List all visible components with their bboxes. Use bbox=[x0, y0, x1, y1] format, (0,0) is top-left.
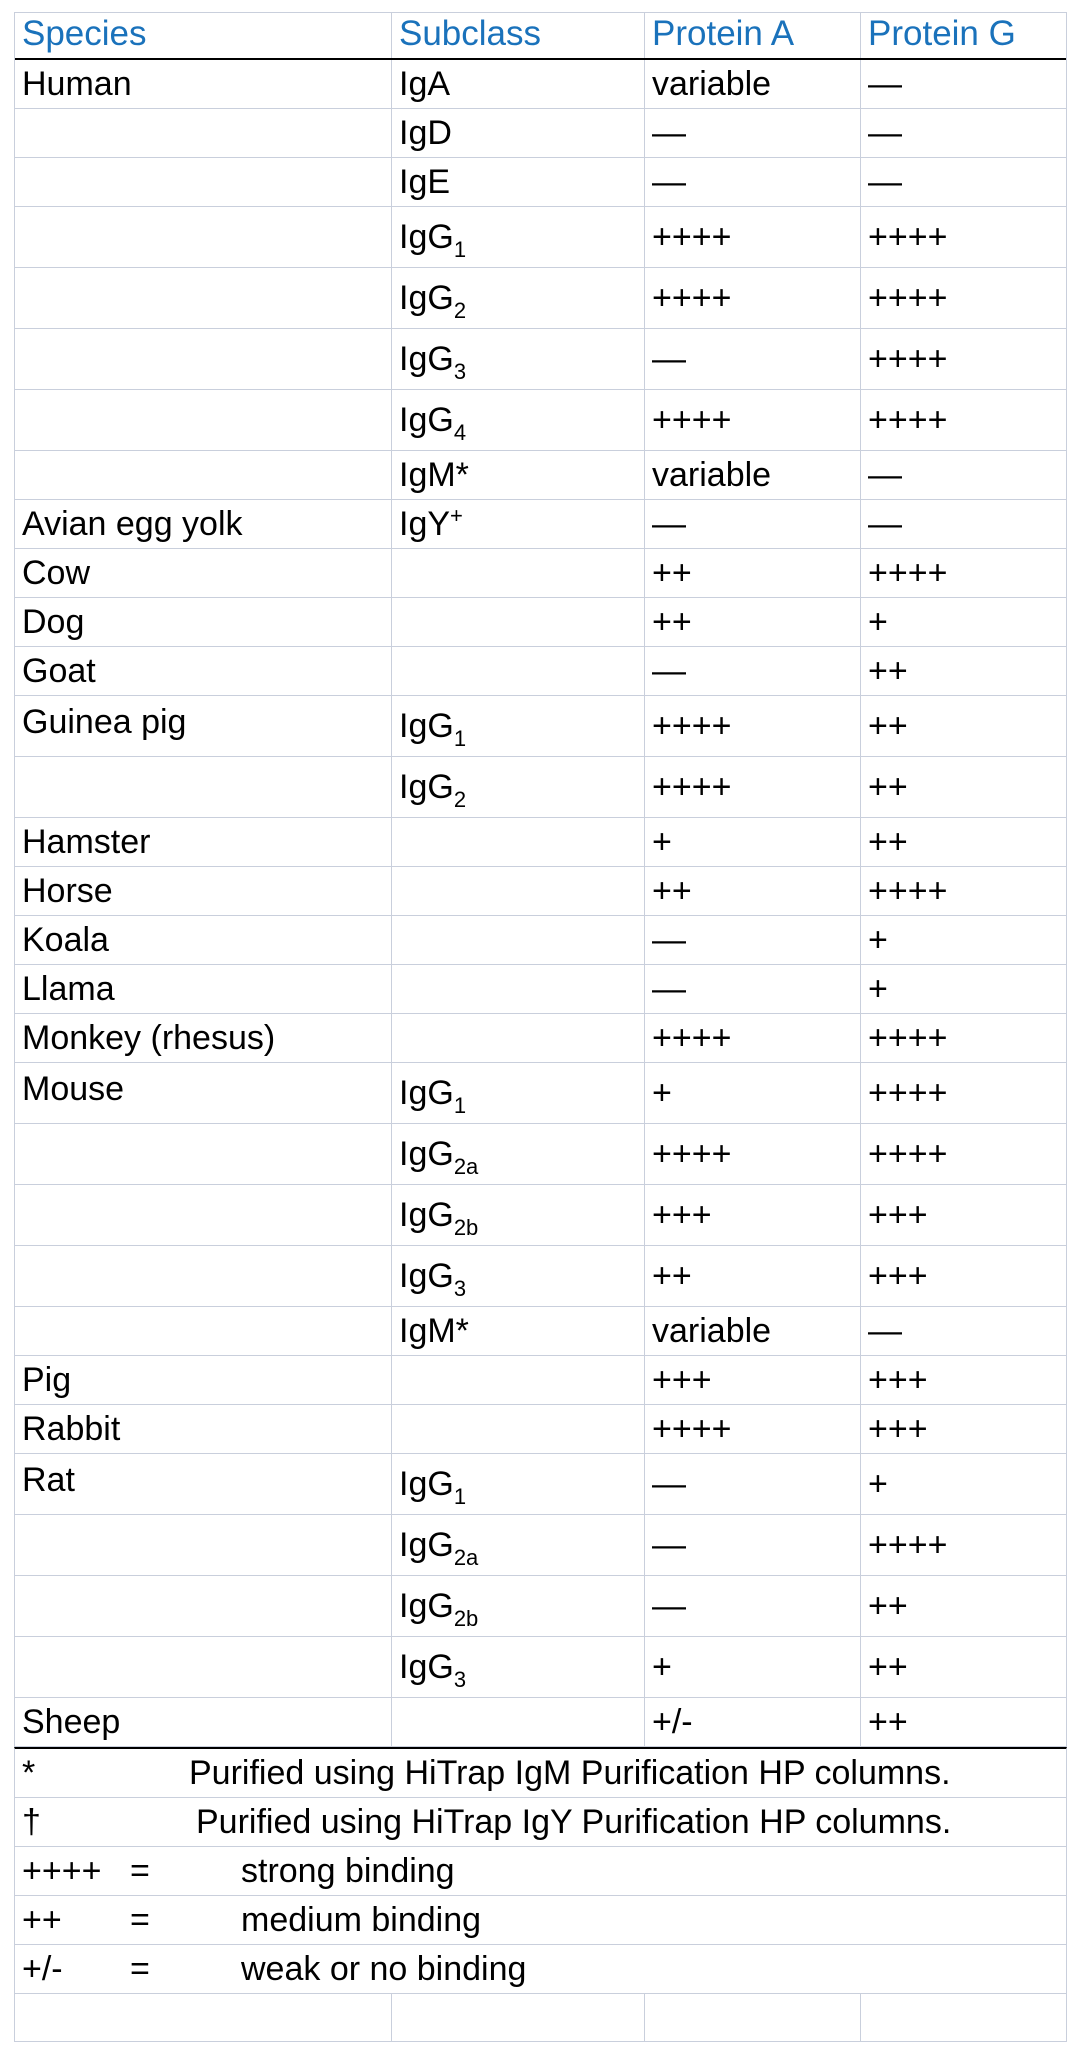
empty-row[interactable] bbox=[15, 1994, 1066, 2042]
subclass-subscript: 1 bbox=[453, 1093, 467, 1118]
cell-species[interactable]: Human bbox=[15, 60, 392, 108]
subclass-name: IgG bbox=[399, 1648, 454, 1686]
cell-subclass[interactable] bbox=[392, 60, 645, 108]
cell-protein-a[interactable]: variable bbox=[645, 1307, 861, 1355]
cell-species[interactable] bbox=[15, 1185, 392, 1245]
table-row bbox=[15, 1405, 1066, 1454]
cell-protein-a[interactable]: + bbox=[645, 1637, 861, 1697]
table-row bbox=[15, 549, 1066, 598]
subclass-name: IgG bbox=[399, 1196, 454, 1234]
cell-species[interactable]: Sheep bbox=[15, 1698, 392, 1746]
cell-protein-g[interactable]: ++++ bbox=[868, 554, 948, 592]
legend-row[interactable] bbox=[15, 1945, 1066, 1994]
table-row bbox=[15, 329, 1066, 390]
cell-protein-a[interactable]: — bbox=[645, 1454, 861, 1514]
cell-subclass[interactable] bbox=[392, 390, 645, 450]
legend-meaning: medium binding bbox=[241, 1901, 482, 1939]
table-row bbox=[15, 1185, 1066, 1246]
footnote-row[interactable] bbox=[15, 1749, 1066, 1798]
subclass-subscript: 1 bbox=[453, 726, 467, 751]
footnote-mark: * bbox=[22, 1754, 36, 1792]
table-row bbox=[15, 867, 1066, 916]
cell-protein-a[interactable]: — bbox=[645, 916, 861, 964]
cell-subclass[interactable] bbox=[392, 1454, 645, 1514]
subclass-name: IgE bbox=[399, 163, 451, 201]
cell-species[interactable]: Monkey (rhesus) bbox=[15, 1014, 392, 1062]
header-species[interactable]: Species bbox=[15, 13, 392, 58]
cell-subclass[interactable] bbox=[392, 1246, 645, 1306]
cell-protein-g[interactable]: — bbox=[868, 1312, 902, 1350]
cell-protein-g[interactable]: ++ bbox=[868, 823, 908, 861]
cell-protein-g[interactable]: ++++ bbox=[868, 1526, 948, 1564]
legend-row[interactable] bbox=[15, 1847, 1066, 1896]
cell-subclass[interactable] bbox=[392, 965, 645, 1013]
cell-protein-a[interactable]: + bbox=[645, 818, 861, 866]
subclass-subscript: 2 bbox=[453, 787, 467, 812]
cell-species[interactable]: Goat bbox=[15, 647, 392, 695]
footnote-text: Purified using HiTrap IgY Purification HP columns. bbox=[196, 1803, 952, 1841]
cell-protein-g[interactable]: — bbox=[868, 456, 902, 494]
cell-protein-a[interactable]: ++++ bbox=[645, 207, 861, 267]
cell-protein-g[interactable]: +++ bbox=[868, 1361, 928, 1399]
cell-subclass[interactable] bbox=[392, 549, 645, 597]
cell-species[interactable] bbox=[15, 757, 392, 817]
cell-species[interactable]: Pig bbox=[15, 1356, 392, 1404]
subclass-subscript: 2b bbox=[453, 1215, 479, 1240]
cell-protein-g[interactable]: ++++ bbox=[868, 401, 948, 439]
cell-protein-a[interactable]: ++++ bbox=[645, 268, 861, 328]
cell-species[interactable] bbox=[15, 1307, 392, 1355]
cell-species[interactable]: Rat bbox=[15, 1454, 392, 1514]
cell-subclass[interactable] bbox=[392, 1405, 645, 1453]
table-row bbox=[15, 207, 1066, 268]
table-row bbox=[15, 1515, 1066, 1576]
footnote-text: Purified using HiTrap IgM Purification HP columns. bbox=[189, 1754, 951, 1792]
header-protein-g[interactable]: Protein G bbox=[868, 14, 1016, 53]
cell-subclass[interactable] bbox=[392, 109, 645, 157]
subclass-subscript: 3 bbox=[453, 1276, 467, 1301]
spreadsheet bbox=[14, 12, 1067, 2042]
cell-protein-a[interactable]: ++ bbox=[645, 867, 861, 915]
subclass-name: IgD bbox=[399, 114, 452, 152]
cell-subclass[interactable] bbox=[392, 757, 645, 817]
cell-protein-a[interactable]: — bbox=[645, 500, 861, 548]
cell-species[interactable]: Avian egg yolk bbox=[15, 500, 392, 548]
cell-subclass[interactable] bbox=[392, 207, 645, 267]
cell-species[interactable] bbox=[15, 329, 392, 389]
cell-subclass[interactable] bbox=[392, 329, 645, 389]
cell-protein-a[interactable]: — bbox=[645, 965, 861, 1013]
cell-protein-g[interactable]: + bbox=[868, 1465, 888, 1503]
table-row bbox=[15, 60, 1066, 109]
cell-subclass[interactable] bbox=[392, 647, 645, 695]
cell-species[interactable] bbox=[15, 1515, 392, 1575]
legend-equals: = bbox=[130, 1901, 150, 1939]
cell-protein-a[interactable]: + bbox=[645, 1063, 861, 1123]
cell-subclass[interactable] bbox=[392, 1124, 645, 1184]
subclass-name: IgG bbox=[399, 1074, 454, 1112]
cell-subclass[interactable] bbox=[392, 1637, 645, 1697]
subclass-name: IgG bbox=[399, 279, 454, 317]
empty-cell[interactable] bbox=[15, 1994, 392, 2041]
cell-species[interactable] bbox=[15, 1637, 392, 1697]
table-row bbox=[15, 1637, 1066, 1698]
cell-protein-g[interactable]: ++ bbox=[868, 1648, 908, 1686]
subclass-name: IgM* bbox=[399, 1312, 469, 1350]
cell-protein-g[interactable]: +++ bbox=[868, 1410, 928, 1448]
cell-protein-g[interactable]: + bbox=[868, 603, 888, 641]
footnote-mark: † bbox=[22, 1803, 41, 1841]
cell-protein-a[interactable]: ++ bbox=[645, 598, 861, 646]
cell-subclass[interactable] bbox=[392, 500, 645, 548]
cell-protein-g[interactable]: +++ bbox=[868, 1257, 928, 1295]
cell-protein-a[interactable]: — bbox=[645, 109, 861, 157]
notes-section bbox=[14, 1747, 1067, 2042]
cell-protein-g[interactable]: ++++ bbox=[868, 1074, 948, 1112]
cell-species[interactable] bbox=[15, 451, 392, 499]
binding-table bbox=[14, 12, 1067, 1747]
cell-protein-g[interactable]: ++++ bbox=[868, 1019, 948, 1057]
cell-subclass[interactable] bbox=[392, 1307, 645, 1355]
subclass-name: IgG bbox=[399, 340, 454, 378]
legend-meaning: strong binding bbox=[241, 1852, 455, 1890]
cell-protein-a[interactable]: ++ bbox=[645, 549, 861, 597]
table-row bbox=[15, 500, 1066, 549]
subclass-name: IgG bbox=[399, 401, 454, 439]
legend-symbol: ++ bbox=[22, 1901, 62, 1939]
cell-species[interactable]: Koala bbox=[15, 916, 392, 964]
header-row bbox=[15, 12, 1066, 60]
table-row bbox=[15, 451, 1066, 500]
cell-subclass[interactable] bbox=[392, 818, 645, 866]
cell-species[interactable]: Horse bbox=[15, 867, 392, 915]
cell-species[interactable] bbox=[15, 158, 392, 206]
subclass-subscript: 2a bbox=[453, 1545, 479, 1570]
cell-species[interactable]: Guinea pig bbox=[15, 696, 392, 756]
cell-species[interactable]: Rabbit bbox=[15, 1405, 392, 1453]
cell-subclass[interactable] bbox=[392, 158, 645, 206]
cell-protein-a[interactable]: variable bbox=[645, 60, 861, 108]
table-row bbox=[15, 1014, 1066, 1063]
table-row bbox=[15, 268, 1066, 329]
subclass-name: IgG bbox=[399, 218, 454, 256]
legend-symbol: +/- bbox=[22, 1950, 63, 1988]
cell-protein-g[interactable]: — bbox=[868, 65, 902, 103]
subclass-subscript: 3 bbox=[453, 1667, 467, 1692]
subclass-name: IgM* bbox=[399, 456, 469, 494]
table-row bbox=[15, 109, 1066, 158]
cell-subclass[interactable] bbox=[392, 451, 645, 499]
empty-cell[interactable] bbox=[645, 1994, 861, 2041]
cell-protein-g[interactable]: ++ bbox=[868, 768, 908, 806]
subclass-subscript: 2 bbox=[453, 298, 467, 323]
table-row bbox=[15, 158, 1066, 207]
cell-species[interactable] bbox=[15, 1246, 392, 1306]
table-row bbox=[15, 757, 1066, 818]
cell-protein-a[interactable]: +/- bbox=[645, 1698, 861, 1746]
subclass-subscript: 3 bbox=[453, 359, 467, 384]
table-row bbox=[15, 390, 1066, 451]
cell-protein-a[interactable]: ++++ bbox=[645, 696, 861, 756]
cell-protein-a[interactable]: — bbox=[645, 1515, 861, 1575]
table-row bbox=[15, 696, 1066, 757]
cell-protein-g[interactable]: ++++ bbox=[868, 218, 948, 256]
cell-protein-g[interactable]: ++ bbox=[868, 1587, 908, 1625]
header-subclass[interactable]: Subclass bbox=[392, 13, 645, 58]
cell-protein-a[interactable]: variable bbox=[645, 451, 861, 499]
cell-protein-a[interactable]: ++++ bbox=[645, 1014, 861, 1062]
cell-species[interactable]: Hamster bbox=[15, 818, 392, 866]
cell-protein-g[interactable]: ++++ bbox=[868, 340, 948, 378]
table-row bbox=[15, 1246, 1066, 1307]
subclass-name: IgG bbox=[399, 707, 454, 745]
cell-subclass[interactable] bbox=[392, 1576, 645, 1636]
empty-cell[interactable] bbox=[861, 1994, 1068, 2041]
cell-subclass[interactable] bbox=[392, 696, 645, 756]
subclass-name: IgY bbox=[399, 505, 451, 543]
cell-subclass[interactable] bbox=[392, 1063, 645, 1123]
cell-subclass[interactable] bbox=[392, 598, 645, 646]
cell-protein-a[interactable]: +++ bbox=[645, 1185, 861, 1245]
table-row bbox=[15, 1356, 1066, 1405]
cell-protein-a[interactable]: ++++ bbox=[645, 757, 861, 817]
table-row bbox=[15, 1698, 1066, 1747]
subclass-subscript: 2a bbox=[453, 1154, 479, 1179]
cell-protein-g[interactable]: ++ bbox=[868, 652, 908, 690]
table-row bbox=[15, 1454, 1066, 1515]
cell-species[interactable]: Mouse bbox=[15, 1063, 392, 1123]
cell-subclass[interactable] bbox=[392, 1356, 645, 1404]
subclass-name: IgG bbox=[399, 1587, 454, 1625]
footnote-row[interactable] bbox=[15, 1798, 1066, 1847]
subclass-subscript: 2b bbox=[453, 1606, 479, 1631]
subclass-name: IgA bbox=[399, 65, 451, 103]
cell-subclass[interactable] bbox=[392, 1014, 645, 1062]
table-row bbox=[15, 1124, 1066, 1185]
cell-protein-a[interactable]: ++++ bbox=[645, 1405, 861, 1453]
legend-meaning: weak or no binding bbox=[241, 1950, 527, 1988]
cell-species[interactable] bbox=[15, 1576, 392, 1636]
table-row bbox=[15, 1063, 1066, 1124]
legend-symbol: ++++ bbox=[22, 1852, 102, 1890]
subclass-name: IgG bbox=[399, 1526, 454, 1564]
table-row bbox=[15, 647, 1066, 696]
cell-protein-g[interactable]: + bbox=[868, 970, 888, 1008]
header-protein-a[interactable]: Protein A bbox=[645, 13, 861, 58]
cell-protein-a[interactable]: — bbox=[645, 647, 861, 695]
cell-species[interactable] bbox=[15, 390, 392, 450]
subclass-name: IgG bbox=[399, 1257, 454, 1295]
cell-species[interactable] bbox=[15, 1124, 392, 1184]
cell-protein-a[interactable]: — bbox=[645, 329, 861, 389]
cell-protein-g[interactable]: ++++ bbox=[868, 1135, 948, 1173]
table-row bbox=[15, 916, 1066, 965]
cell-species[interactable] bbox=[15, 109, 392, 157]
table-row bbox=[15, 1576, 1066, 1637]
legend-row[interactable] bbox=[15, 1896, 1066, 1945]
cell-protein-a[interactable]: ++++ bbox=[645, 390, 861, 450]
subclass-subscript: 1 bbox=[453, 237, 467, 262]
table-row bbox=[15, 965, 1066, 1014]
cell-protein-g[interactable]: ++ bbox=[868, 1703, 908, 1741]
cell-protein-g[interactable]: — bbox=[868, 163, 902, 201]
cell-species[interactable] bbox=[15, 207, 392, 267]
subclass-subscript: 4 bbox=[453, 420, 467, 445]
cell-species[interactable]: Cow bbox=[15, 549, 392, 597]
cell-protein-g[interactable]: ++ bbox=[868, 707, 908, 745]
cell-species[interactable]: Llama bbox=[15, 965, 392, 1013]
cell-protein-a[interactable]: — bbox=[645, 158, 861, 206]
cell-protein-a[interactable]: — bbox=[645, 1576, 861, 1636]
cell-protein-a[interactable]: ++++ bbox=[645, 1124, 861, 1184]
subclass-superscript: + bbox=[450, 503, 463, 528]
cell-protein-g[interactable]: ++++ bbox=[868, 279, 948, 317]
cell-subclass[interactable] bbox=[392, 916, 645, 964]
cell-protein-g[interactable]: ++++ bbox=[868, 872, 948, 910]
subclass-name: IgG bbox=[399, 1135, 454, 1173]
cell-protein-g[interactable]: — bbox=[868, 114, 902, 152]
subclass-name: IgG bbox=[399, 768, 454, 806]
subclass-subscript: 1 bbox=[453, 1484, 467, 1509]
table-row bbox=[15, 1307, 1066, 1356]
cell-protein-a[interactable]: ++ bbox=[645, 1246, 861, 1306]
cell-species[interactable]: Dog bbox=[15, 598, 392, 646]
legend-equals: = bbox=[130, 1852, 150, 1890]
cell-protein-g[interactable]: — bbox=[868, 505, 902, 543]
empty-cell[interactable] bbox=[392, 1994, 645, 2041]
cell-subclass[interactable] bbox=[392, 268, 645, 328]
cell-protein-g[interactable]: +++ bbox=[868, 1196, 928, 1234]
cell-protein-a[interactable]: +++ bbox=[645, 1356, 861, 1404]
table-row bbox=[15, 818, 1066, 867]
cell-subclass[interactable] bbox=[392, 1698, 645, 1746]
legend-equals: = bbox=[130, 1950, 150, 1988]
cell-subclass[interactable] bbox=[392, 867, 645, 915]
cell-subclass[interactable] bbox=[392, 1185, 645, 1245]
cell-species[interactable] bbox=[15, 268, 392, 328]
cell-subclass[interactable] bbox=[392, 1515, 645, 1575]
table-row bbox=[15, 598, 1066, 647]
subclass-name: IgG bbox=[399, 1465, 454, 1503]
cell-protein-g[interactable]: + bbox=[868, 921, 888, 959]
